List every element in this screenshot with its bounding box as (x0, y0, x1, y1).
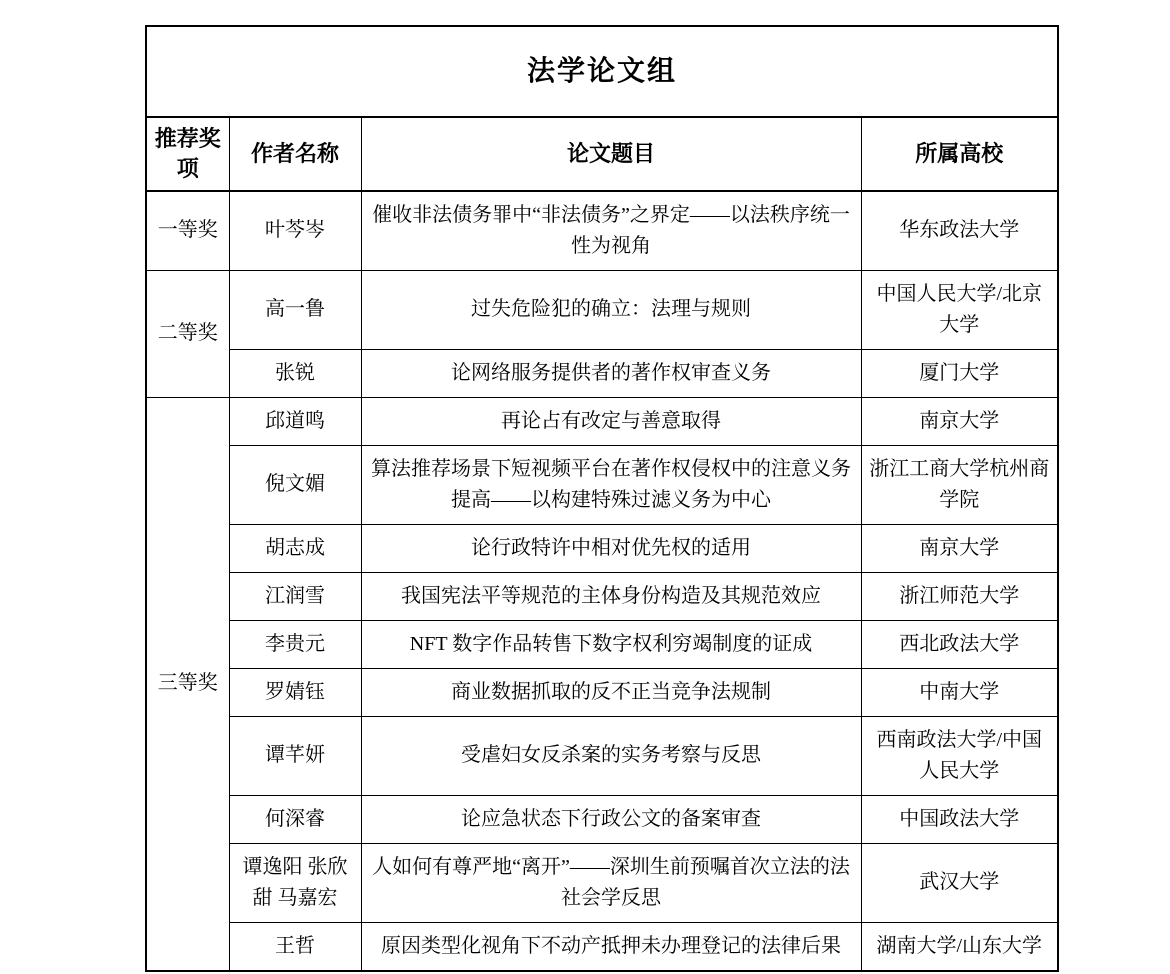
paper-title-cell: 我国宪法平等规范的主体身份构造及其规范效应 (361, 572, 861, 620)
author-cell: 何深睿 (229, 795, 361, 843)
author-cell: 张锐 (229, 349, 361, 397)
table-row (146, 843, 1058, 922)
university-cell: 中南大学 (861, 668, 1058, 716)
author-cell: 李贵元 (229, 620, 361, 668)
table-row (146, 445, 1058, 524)
author-cell: 胡志成 (229, 524, 361, 572)
title-row (146, 26, 1058, 117)
university-cell: 湖南大学/山东大学 (861, 922, 1058, 971)
table-row (146, 620, 1058, 668)
document-page (0, 25, 1170, 974)
paper-title-cell: 催收非法债务罪中“非法债务”之界定——以法秩序统一性为视角 (361, 191, 861, 271)
table-row (146, 922, 1058, 971)
paper-title-cell: 商业数据抓取的反不正当竞争法规制 (361, 668, 861, 716)
award-table (145, 25, 1059, 972)
table-row (146, 795, 1058, 843)
award-cell: 三等奖 (146, 397, 229, 971)
university-cell: 中国人民大学/北京大学 (861, 270, 1058, 349)
paper-title-cell: 论网络服务提供者的著作权审查义务 (361, 349, 861, 397)
table-row (146, 524, 1058, 572)
table-row (146, 572, 1058, 620)
table-row (146, 668, 1058, 716)
header-row (146, 117, 1058, 190)
author-cell: 叶芩岑 (229, 191, 361, 271)
table-title: 法学论文组 (146, 26, 1058, 117)
author-cell: 王哲 (229, 922, 361, 971)
author-cell: 高一鲁 (229, 270, 361, 349)
university-cell: 西北政法大学 (861, 620, 1058, 668)
university-cell: 南京大学 (861, 524, 1058, 572)
paper-title-cell: 论应急状态下行政公文的备案审查 (361, 795, 861, 843)
table-row (146, 397, 1058, 445)
university-cell: 华东政法大学 (861, 191, 1058, 271)
paper-title-cell: 再论占有改定与善意取得 (361, 397, 861, 445)
author-cell: 邱道鸣 (229, 397, 361, 445)
university-cell: 南京大学 (861, 397, 1058, 445)
header-university: 所属高校 (861, 117, 1058, 190)
university-cell: 武汉大学 (861, 843, 1058, 922)
paper-title-cell: 过失危险犯的确立：法理与规则 (361, 270, 861, 349)
university-cell: 中国政法大学 (861, 795, 1058, 843)
header-author: 作者名称 (229, 117, 361, 190)
paper-title-cell: 算法推荐场景下短视频平台在著作权侵权中的注意义务提高——以构建特殊过滤义务为中心 (361, 445, 861, 524)
paper-title-cell: 人如何有尊严地“离开”——深圳生前预嘱首次立法的法社会学反思 (361, 843, 861, 922)
author-cell: 倪文媚 (229, 445, 361, 524)
award-cell: 二等奖 (146, 270, 229, 397)
header-paper-title: 论文题目 (361, 117, 861, 190)
award-cell: 一等奖 (146, 191, 229, 271)
table-row (146, 349, 1058, 397)
university-cell: 浙江工商大学杭州商学院 (861, 445, 1058, 524)
author-cell: 谭逸阳 张欣甜 马嘉宏 (229, 843, 361, 922)
paper-title-cell: 原因类型化视角下不动产抵押未办理登记的法律后果 (361, 922, 861, 971)
university-cell: 厦门大学 (861, 349, 1058, 397)
table-row (146, 270, 1058, 349)
header-award: 推荐奖项 (146, 117, 229, 190)
table-row (146, 716, 1058, 795)
university-cell: 浙江师范大学 (861, 572, 1058, 620)
table-body (146, 191, 1058, 971)
paper-title-cell: 论行政特许中相对优先权的适用 (361, 524, 861, 572)
paper-title-cell: NFT 数字作品转售下数字权利穷竭制度的证成 (361, 620, 861, 668)
table-row (146, 191, 1058, 271)
author-cell: 谭芊妍 (229, 716, 361, 795)
author-cell: 江润雪 (229, 572, 361, 620)
paper-title-cell: 受虐妇女反杀案的实务考察与反思 (361, 716, 861, 795)
author-cell: 罗婧钰 (229, 668, 361, 716)
university-cell: 西南政法大学/中国人民大学 (861, 716, 1058, 795)
